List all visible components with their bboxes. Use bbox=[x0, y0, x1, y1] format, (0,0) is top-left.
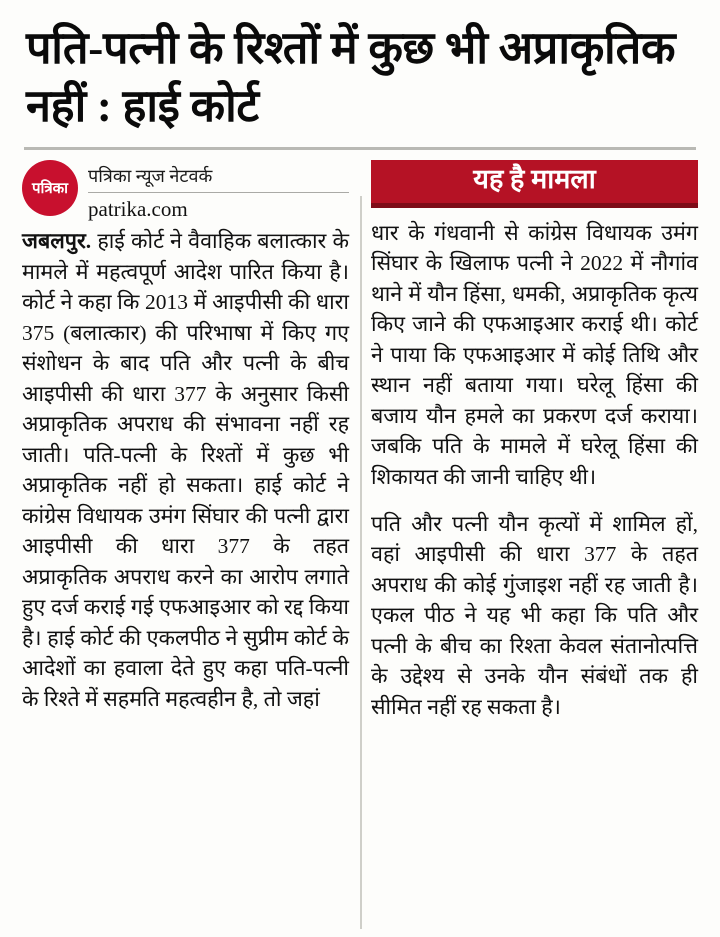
right-column-paragraph-2: पति और पत्नी यौन कृत्यों में शामिल हों, वहां आइपीसी की धारा 377 के तहत अपराध की कोई गुंजाइश नहीं रह जाती है। एकल पीठ ने यह भी कहा कि पति और पत्नी के बीच का रिश्ता केवल संतानोत्पत्ति के उद्देश्य से उनके यौन संबंधों तक ही सीमित नहीं रह सकता है। bbox=[371, 511, 698, 719]
right-column bbox=[371, 160, 698, 880]
left-column-body bbox=[22, 226, 349, 714]
left-column bbox=[22, 160, 353, 880]
headline-divider bbox=[24, 147, 696, 150]
column-divider bbox=[360, 196, 362, 929]
section-banner: यह है मामला bbox=[371, 160, 698, 208]
byline bbox=[22, 160, 349, 222]
page-title: पति-पत्नी के रिश्तों में कुछ भी अप्राकृतिक नहीं : हाई कोर्ट bbox=[26, 23, 676, 131]
byline-text bbox=[88, 160, 349, 222]
patrika-logo: पत्रिका bbox=[22, 160, 78, 216]
byline-website: patrika.com bbox=[88, 197, 188, 222]
left-column-body-text: हाई कोर्ट ने वैवाहिक बलात्कार के मामले में महत्वपूर्ण आदेश पारित किया है। कोर्ट ने कहा कि 2013 में आइपीसी की धारा 375 (बलात्कार) की परिभाषा में किए गए संशोधन के बाद पति और पत्नी के बीच आइपीसी की धारा 377 के अनुसार किसी अप्राकृतिक अपराध की संभावना नहीं रह जाती। पति-पत्नी के रिश्तों में कुछ भी अप्राकृतिक नहीं हो सकता। हाई कोर्ट ने कांग्रेस विधायक उमंग सिंघार की पत्नी द्वारा आइपीसी की धारा 377 के तहत अप्राकृतिक अपराध करने का आरोप लगाते हुए दर्ज कराई गई एफआइआर को रद्द किया है। हाई कोर्ट की एकलपीठ ने सुप्रीम कोर्ट के आदेशों का हवाला देते हुए कहा पति-पत्नी के रिश्ते में सहमति महत्वहीन है, तो जहां bbox=[22, 229, 349, 711]
dateline: जबलपुर. bbox=[22, 229, 92, 254]
byline-network: पत्रिका न्यूज नेटवर्क bbox=[88, 164, 349, 193]
right-column-paragraph-1: धार के गंधवानी से कांग्रेस विधायक उमंग सिंघार के खिलाफ पत्नी ने 2022 में नौगांव थाने में यौन हिंसा, धमकी, अप्राकृतिक कृत्य किए जाने की एफआइआर कराई थी। कोर्ट ने पाया कि एफआइआर में कोई तिथि और स्थान नहीं बताया गया। घरेलू हिंसा की बजाय यौन हमले का प्रकरण दर्ज कराया। जबकि पति के मामले में घरेलू हिंसा की शिकायत की जानी चाहिए थी। bbox=[371, 220, 698, 489]
